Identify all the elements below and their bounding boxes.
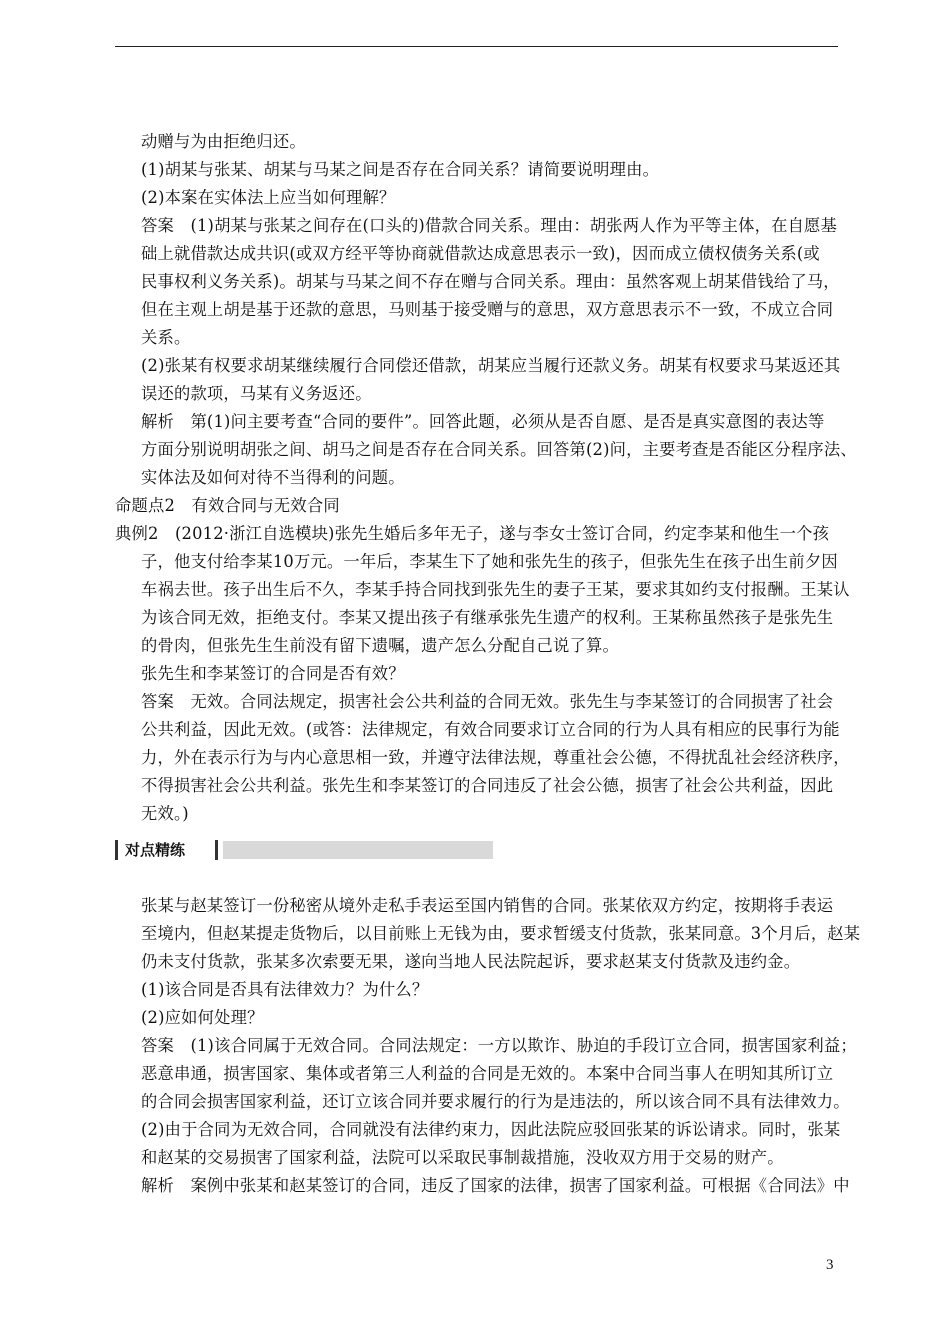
page-number: 3 [826, 1257, 834, 1273]
section-bar-right-edge [215, 840, 218, 860]
header-rule [115, 46, 838, 47]
text-line: 张先生和李某签订的合同是否有效？ [141, 664, 405, 683]
text-line: 恶意串通，损害国家、集体或者第三人利益的合同是无效的。本案中合同当事人在明知其所订立 [141, 1064, 834, 1083]
text-line: 关系。 [141, 328, 191, 347]
text-line: 的合同会损害国家利益，还订立该合同并要求履行的行为是违法的，所以该合同不具有法律效力。 [141, 1092, 850, 1111]
section-label: 对点精练 [125, 841, 186, 859]
text-line: 不得损害社会公共利益。张先生和李某签订的合同违反了社会公德，损害了社会公共利益，因此 [141, 776, 834, 795]
text-line: (2)本案在实体法上应当如何理解？ [141, 188, 396, 207]
text-line: (1)胡某与张某、胡某与马某之间是否存在合同关系？请简要说明理由。 [141, 160, 660, 179]
text-line: 力，外在表示行为与内心意思相一致，并遵守法律法规，尊重社会公德，不得扰乱社会经济秩序， [141, 748, 850, 767]
text-line: 张某与赵某签订一份秘密从境外走私手表运至国内销售的合同。张某依双方约定，按期将手表运 [141, 896, 834, 915]
document-body [115, 128, 861, 1200]
text-line: 答案 (1)该合同属于无效合同。合同法规定：一方以欺诈、胁迫的手段订立合同，损害国家利益； [141, 1036, 857, 1055]
text-line: 误还的款项，马某有义务返还。 [141, 384, 372, 403]
text-line: 命题点2 有效合同与无效合同 [115, 496, 340, 515]
text-line: (2)由于合同为无效合同，合同就没有法律约束力，因此法院应驳回张某的诉讼请求。同时，张某 [141, 1120, 841, 1139]
text-line: 典例2 (2012·浙江自选模块)张先生婚后多年无子，遂与李女士签订合同，约定李某和他生一个孩 [115, 524, 830, 543]
text-line: 答案 (1)胡某与张某之间存在(口头的)借款合同关系。理由：胡张两人作为平等主体，在自愿基 [141, 216, 838, 235]
text-line: 解析 第(1)问主要考查“合同的要件”。回答此题，必须从是否自愿、是否是真实意图的表达等 [141, 412, 825, 431]
text-line: 车祸去世。孩子出生后不久，李某手持合同找到张先生的妻子王某，要求其如约支付报酬。王某认 [141, 580, 850, 599]
text-line: 仍未支付货款，张某多次索要无果，遂向当地人民法院起诉，要求赵某支付货款及违约金。 [141, 952, 801, 971]
text-line: 和赵某的交易损害了国家利益，法院可以采取民事制裁措施，没收双方用于交易的财产。 [141, 1148, 784, 1167]
text-block-practice [115, 892, 861, 1200]
text-line: 答案 无效。合同法规定，损害社会公共利益的合同无效。张先生与李某签订的合同损害了社会 [141, 692, 834, 711]
section-header [115, 838, 840, 862]
text-block-contracts [115, 128, 857, 828]
text-line: 子，他支付给李某10万元。一年后，李某生下了她和张先生的孩子，但张先生在孩子出生前夕因 [141, 552, 838, 571]
text-line: (2)应如何处理？ [141, 1008, 264, 1027]
text-line: 至境内，但赵某提走货物后，以目前账上无钱为由，要求暂缓支付货款，张某同意。3个月后，赵某 [141, 924, 861, 943]
text-line: 为该合同无效，拒绝支付。李某又提出孩子有继承张先生遗产的权利。王某称虽然孩子是张先生 [141, 608, 834, 627]
text-line: (1)该合同是否具有法律效力？为什么？ [141, 980, 429, 999]
text-line: 的骨肉，但张先生生前没有留下遗嘱，遗产怎么分配自己说了算。 [141, 636, 619, 655]
text-line: 动赠与为由拒绝归还。 [141, 132, 306, 151]
text-line: 实体法及如何对待不当得利的问题。 [141, 468, 405, 487]
text-line: (2)张某有权要求胡某继续履行合同偿还借款，胡某应当履行还款义务。胡某有权要求马某返还其 [141, 356, 841, 375]
section-bar-left-edge [115, 840, 118, 860]
text-line: 础上就借款达成共识(或双方经平等协商就借款达成意思表示一致)，因而成立债权债务关系(或 [141, 244, 820, 263]
text-line: 公共利益，因此无效。(或答：法律规定，有效合同要求订立合同的行为人具有相应的民事行为能 [141, 720, 840, 739]
text-line: 民事权利义务关系)。胡某与马某之间不存在赠与合同关系。理由：虽然客观上胡某借钱给了马， [141, 272, 840, 291]
text-line: 解析 案例中张某和赵某签订的合同，违反了国家的法律，损害了国家利益。可根据《合同法》中 [141, 1176, 850, 1195]
text-line: 无效。) [141, 804, 189, 823]
text-line: 方面分别说明胡张之间、胡马之间是否存在合同关系。回答第(2)问，主要考查是否能区分程序法、 [141, 440, 857, 459]
text-line: 但在主观上胡是基于还款的意思，马则基于接受赠与的意思，双方意思表示不一致，不成立合同 [141, 300, 834, 319]
section-bar-fill [223, 841, 493, 859]
